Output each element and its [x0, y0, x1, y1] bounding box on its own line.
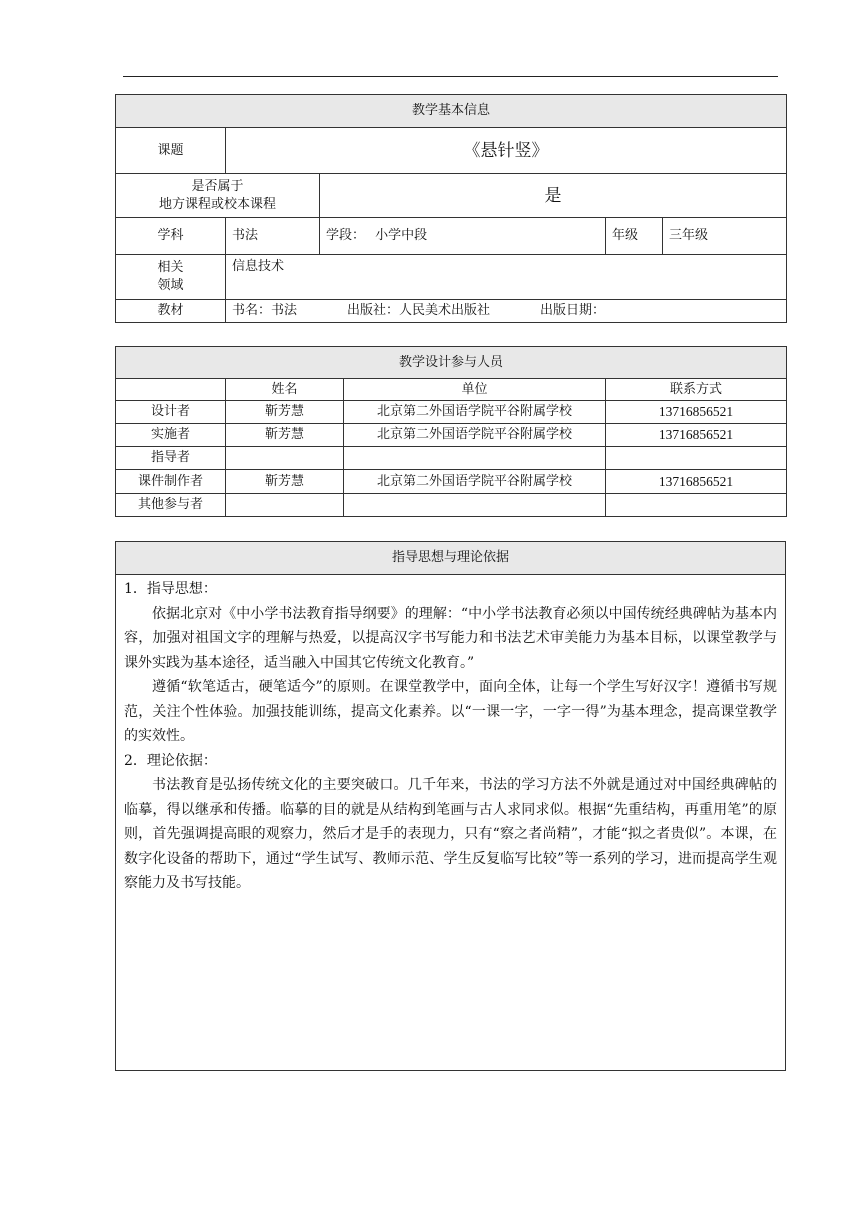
table-row — [116, 494, 787, 517]
book-name: 书名：书法 — [232, 303, 298, 318]
participant-contact: 13716856521 — [606, 401, 787, 424]
guidance-heading-1: 1．指导思想： — [124, 581, 217, 597]
participants-table — [115, 346, 787, 517]
participant-name: 靳芳慧 — [226, 424, 344, 447]
table-row — [116, 470, 787, 494]
participant-unit — [344, 447, 606, 470]
textbook-label: 教材 — [116, 300, 226, 323]
guidance-title: 指导思想与理论依据 — [116, 542, 786, 575]
topic-value: 《悬针竖》 — [226, 128, 787, 174]
subject-value: 书法 — [226, 218, 320, 255]
related-label-line2: 领域 — [157, 278, 184, 293]
participants-title: 教学设计参与人员 — [116, 347, 787, 379]
participant-name — [226, 494, 344, 517]
related-value: 信息技术 — [226, 255, 787, 300]
participant-contact: 13716856521 — [606, 424, 787, 447]
column-header-name: 姓名 — [226, 379, 344, 401]
related-label-line1: 相关 — [157, 260, 184, 275]
related-label — [116, 255, 226, 300]
stage-label: 学段： — [326, 228, 366, 243]
local-course-value: 是 — [320, 174, 787, 218]
participant-role: 指导者 — [116, 447, 226, 470]
grade-value: 三年级 — [663, 218, 787, 255]
participant-unit: 北京第二外国语学院平谷附属学校 — [344, 424, 606, 447]
guidance-paragraph-1: 依据北京对《中小学书法教育指导纲要》的理解：“中小学书法教育必须以中国传统经典碑帖为基本内容，加强对祖国文字的理解与热爱，以提高汉字书写能力和书法艺术审美能力为基本目标，以课堂教学与课外实践为基本途径，适当融入中国其它传统文化教育。” — [124, 605, 777, 671]
table-row — [116, 401, 787, 424]
publish-date: 出版日期： — [540, 303, 606, 318]
participant-unit: 北京第二外国语学院平谷附属学校 — [344, 401, 606, 424]
participants-header-empty — [116, 379, 226, 401]
participant-contact — [606, 447, 787, 470]
participant-unit — [344, 494, 606, 517]
participant-role: 课件制作者 — [116, 470, 226, 494]
stage-cell — [320, 218, 606, 255]
local-course-label — [116, 174, 320, 218]
grade-label: 年级 — [606, 218, 663, 255]
subject-label: 学科 — [116, 218, 226, 255]
participant-name — [226, 447, 344, 470]
stage-value: 小学中段 — [375, 228, 428, 243]
guidance-body — [116, 575, 786, 1071]
participant-contact — [606, 494, 787, 517]
basic-info-table — [115, 94, 787, 323]
participant-role: 其他参与者 — [116, 494, 226, 517]
participant-name: 靳芳慧 — [226, 470, 344, 494]
topic-label: 课题 — [116, 128, 226, 174]
guidance-paragraph-2: 遵循“软笔适古，硬笔适今”的原则。在课堂教学中，面向全体，让每一个学生写好汉字！遵循书写规范，关注个性体验。加强技能训练，提高文化素养。以“一课一字，一字一得”为基本理念，提高课堂教学的实效性。 — [124, 679, 777, 744]
participant-unit: 北京第二外国语学院平谷附属学校 — [344, 470, 606, 494]
participant-contact: 13716856521 — [606, 470, 787, 494]
table-row — [116, 447, 787, 470]
guidance-table — [115, 541, 786, 1071]
publisher: 出版社：人民美术出版社 — [347, 303, 491, 318]
table-row — [116, 424, 787, 447]
local-course-label-line1: 是否属于 — [191, 178, 244, 194]
guidance-paragraph-3: 书法教育是弘扬传统文化的主要突破口。几千年来，书法的学习方法不外就是通过对中国经典碑帖的临摹，得以继承和传播。临摹的目的就是从结构到笔画与古人求同求似。根据“先重结构，再重用笔”的原则，首先强调提高眼的观察力，然后才是手的表现力，只有“察之者尚精”，才能“拟之者贵似”。本课，在数字化设备的帮助下，通过“学生试写、教师示范、学生反复临写比较”等一系列的学习，进而提高学生观察能力及书写技能。 — [124, 777, 777, 891]
participant-role: 设计者 — [116, 401, 226, 424]
header-rule — [123, 76, 778, 77]
textbook-info — [226, 300, 787, 323]
local-course-label-line2: 地方课程或校本课程 — [158, 196, 276, 212]
guidance-heading-2: 2．理论依据： — [124, 752, 217, 769]
participant-name: 靳芳慧 — [226, 401, 344, 424]
column-header-unit: 单位 — [344, 379, 606, 401]
basic-info-title: 教学基本信息 — [116, 95, 787, 128]
participant-role: 实施者 — [116, 424, 226, 447]
column-header-contact: 联系方式 — [606, 379, 787, 401]
